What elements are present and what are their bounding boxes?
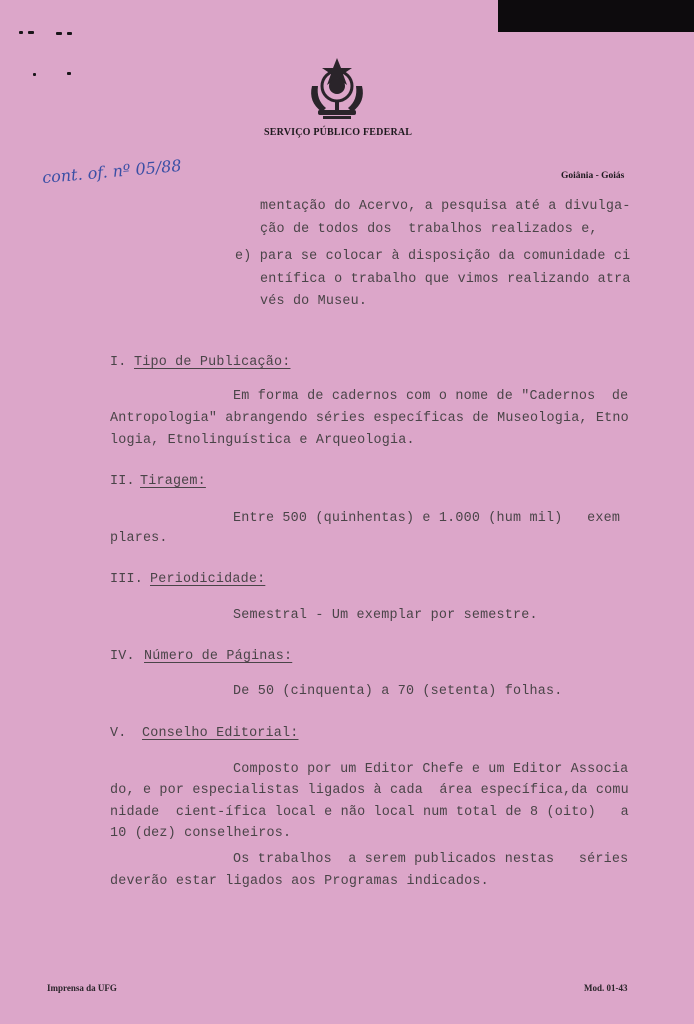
section-heading: Número de Páginas: bbox=[144, 649, 293, 664]
body-line: Em forma de cadernos com o nome de "Cadernos de bbox=[233, 389, 629, 404]
body-line: Semestral - Um exemplar por semestre. bbox=[233, 608, 538, 623]
handwritten-reference: cont. of. nº 05/88 bbox=[41, 155, 183, 188]
body-line: Entre 500 (quinhentas) e 1.000 (hum mil) exem bbox=[233, 511, 621, 526]
section-heading: Tipo de Publicação: bbox=[134, 355, 291, 370]
intro-item-e: e) para se colocar à disposição da comunidade ci bbox=[235, 249, 631, 264]
service-title: SERVIÇO PÚBLICO FEDERAL bbox=[264, 127, 413, 138]
intro-line: mentação do Acervo, a pesquisa até a divulga- bbox=[260, 199, 631, 214]
body-line: nidade cient-ífica local e não local num total de 8 (oito) a bbox=[110, 805, 629, 820]
punch-mark bbox=[19, 31, 23, 34]
intro-line: ção de todos dos trabalhos realizados e, bbox=[260, 222, 598, 237]
section-number: V. bbox=[110, 726, 127, 741]
section-heading: Conselho Editorial: bbox=[142, 726, 299, 741]
body-line: Os trabalhos a serem publicados nestas séries bbox=[233, 852, 629, 867]
section-number: IV. bbox=[110, 649, 135, 664]
body-line: plares. bbox=[110, 531, 168, 546]
body-line: Composto por um Editor Chefe e um Editor Associa bbox=[233, 762, 629, 777]
coat-of-arms-icon bbox=[306, 56, 368, 122]
location-label: Goiânia - Goiás bbox=[561, 171, 625, 181]
footer-imprint: Imprensa da UFG bbox=[47, 983, 117, 993]
body-line: Antropologia" abrangendo séries específicas de Museologia, Etno bbox=[110, 411, 629, 426]
section-heading: Tiragem: bbox=[140, 474, 206, 489]
intro-item-e: vés do Museu. bbox=[260, 294, 368, 309]
section-number: II. bbox=[110, 474, 135, 489]
body-line: 10 (dez) conselheiros. bbox=[110, 826, 292, 841]
scan-corner-shadow bbox=[498, 0, 694, 32]
section-number: I. bbox=[110, 355, 127, 370]
punch-mark bbox=[33, 73, 36, 76]
body-line: logia, Etnolinguística e Arqueologia. bbox=[110, 433, 415, 448]
section-heading: Periodicidade: bbox=[150, 572, 266, 587]
footer-form-code: Mod. 01-43 bbox=[584, 983, 628, 993]
body-line: De 50 (cinquenta) a 70 (setenta) folhas. bbox=[233, 684, 563, 699]
body-line: do, e por especialistas ligados à cada área específica,da comu bbox=[110, 783, 629, 798]
punch-mark bbox=[67, 32, 72, 35]
punch-mark bbox=[28, 31, 34, 34]
intro-item-e: entífica o trabalho que vimos realizando atra bbox=[260, 272, 631, 287]
punch-mark bbox=[56, 32, 62, 35]
punch-mark bbox=[67, 72, 71, 75]
section-number: III. bbox=[110, 572, 143, 587]
body-line: deverão estar ligados aos Programas indicados. bbox=[110, 874, 489, 889]
